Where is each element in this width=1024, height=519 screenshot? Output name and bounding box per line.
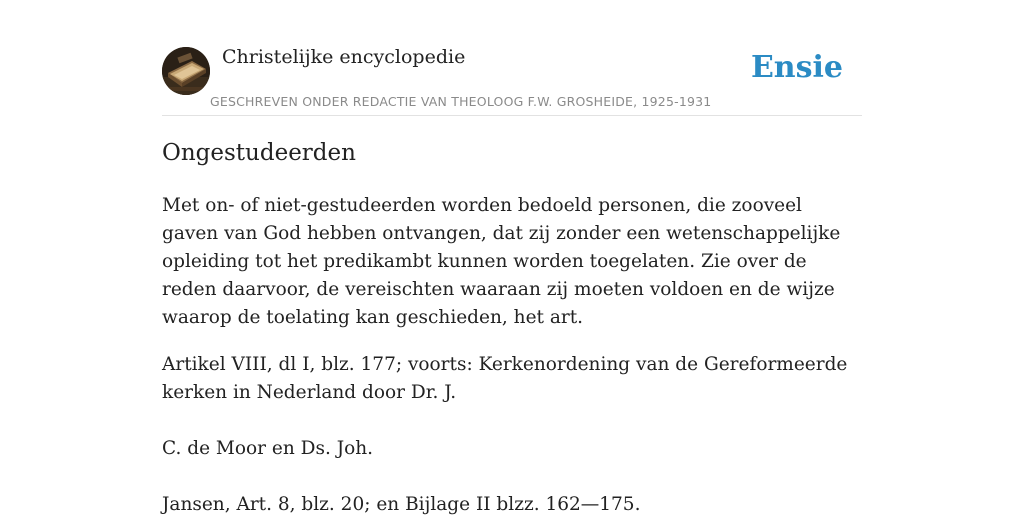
article-paragraph: C. de Moor en Ds. Joh. bbox=[162, 438, 374, 459]
article-title: Ongestudeerden bbox=[162, 140, 356, 166]
article-paragraph: Met on- of niet-gestudeerden worden bedoeld personen, die zooveel gaven van God hebben ontvangen, dat zij zonder een wetenschappelijke opleiding tot het predikambt kunnen worden toegelaten. Zie over de reden daarvoor, de vereischten waaraan zij moeten voldoen en de wijze waarop de toelating kan geschieden, het art. bbox=[162, 195, 841, 328]
ensie-logo-link[interactable]: Ensie bbox=[750, 50, 843, 85]
publication-avatar[interactable] bbox=[162, 47, 210, 95]
article-paragraph: Jansen, Art. 8, blz. 20; en Bijlage II blzz. 162—175. bbox=[162, 494, 641, 515]
publication-title[interactable]: Christelijke encyclopedie bbox=[222, 46, 466, 68]
article-paragraph: Artikel VIII, dl I, blz. 177; voorts: Kerkenordening van de Gereformeerde kerken in Nederland door Dr. J. bbox=[162, 354, 848, 403]
publication-subtitle: GESCHREVEN ONDER REDACTIE VAN THEOLOOG F.W. GROSHEIDE, 1925-1931 bbox=[210, 94, 712, 109]
book-image-icon bbox=[162, 47, 210, 95]
publication-header bbox=[162, 0, 862, 116]
page-container bbox=[162, 0, 862, 515]
